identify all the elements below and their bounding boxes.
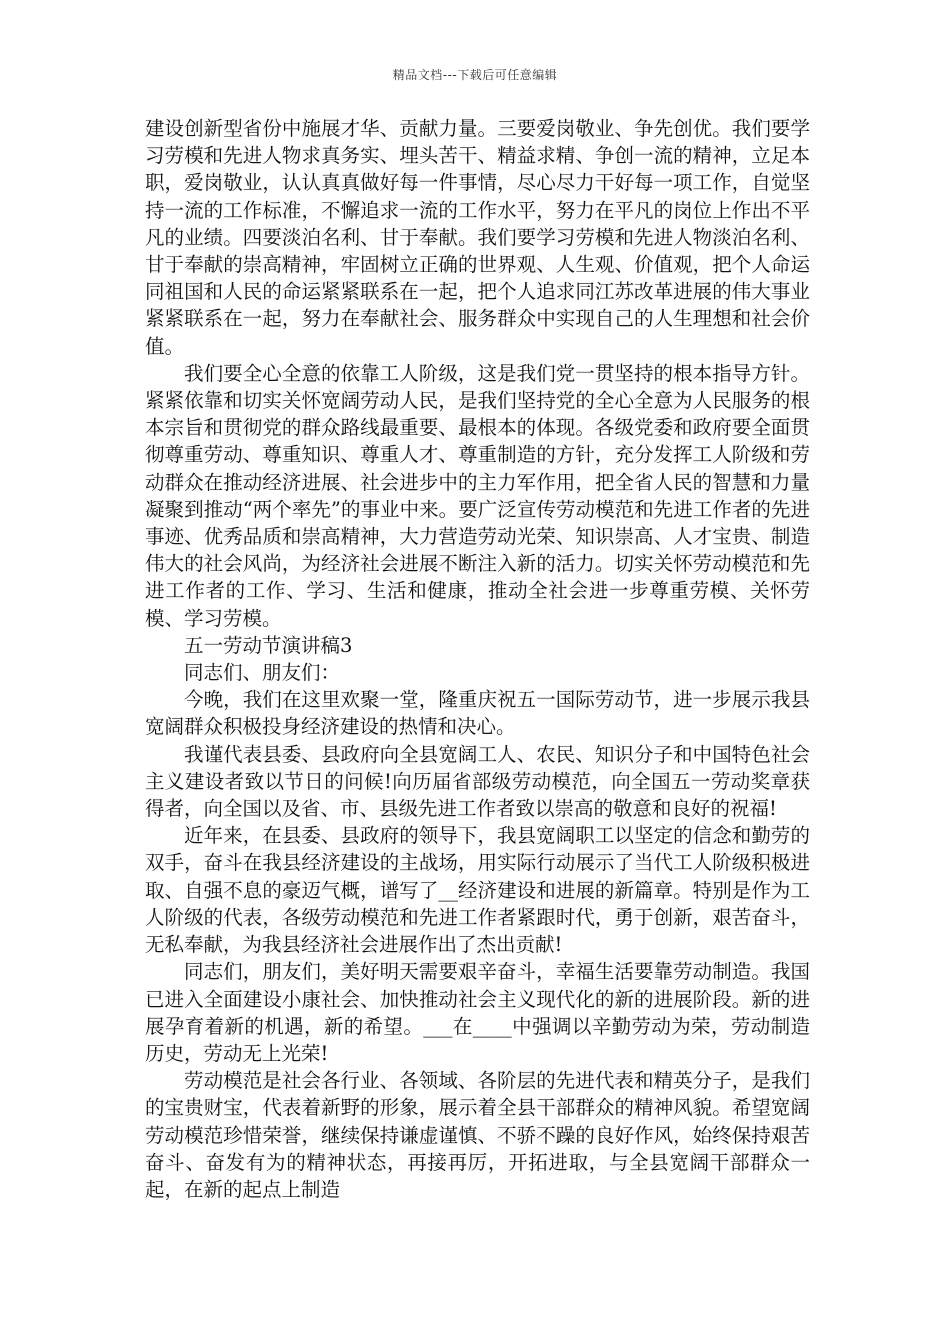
paragraph-3: 今晚，我们在这里欢聚一堂，隆重庆祝五一国际劳动节，进一步展示我县宽阔群众积极投身经济建设的热情和决心。	[145, 688, 810, 739]
paragraph-4: 我谨代表县委、县政府向全县宽阔工人、农民、知识分子和中国特色社会主义建设者致以节日的问候!向历届省部级劳动模范，向全国五一劳动奖章获得者，向全国以及省、市、县级先进工作者致以崇高的敬意和良好的祝福!	[145, 742, 810, 821]
paragraph-2: 我们要全心全意的依靠工人阶级，这是我们党一贯坚持的根本指导方针。紧紧依靠和切实关怀宽阔劳动人民，是我们坚持党的全心全意为人民服务的根本宗旨和贯彻党的群众路线最重要、最根本的体现。各级党委和政府要全面贯彻尊重劳动、尊重知识、尊重人才、尊重制造的方针，充分发挥工人阶级和劳动群众在推动经济进展、社会进步中的主力军作用，把全省人民的智慧和力量凝聚到推动“两个率先”的事业中来。要广泛宣传劳动模范和先进工作者的先进事迹、优秀品质和崇高精神，大力营造劳动光荣、知识崇高、人才宝贵、制造伟大的社会风尚，为经济社会进展不断注入新的活力。切实关怀劳动模范和先进工作者的工作、学习、生活和健康，推动全社会进一步尊重劳模、关怀劳模、学习劳模。	[145, 361, 810, 630]
page-header: 精品文档---下载后可任意编辑	[392, 68, 558, 82]
speech-title: 五一劳动节演讲稿3	[184, 633, 353, 657]
document-body	[145, 115, 810, 1203]
paragraph-5: 近年来，在县委、县政府的领导下，我县宽阔职工以坚定的信念和勤劳的双手，奋斗在我县经济建设的主战场，用实际行动展示了当代工人阶级积极进取、自强不息的豪迈气概，谱写了__经济建设和进展的新篇章。特别是作为工人阶级的代表，各级劳动模范和先进工作者紧跟时代，勇于创新，艰苦奋斗，无私奉献，为我县经济社会进展作出了杰出贡献!	[145, 824, 810, 957]
paragraph-1: 建设创新型省份中施展才华、贡献力量。三要爱岗敬业、争先创优。我们要学习劳模和先进人物求真务实、埋头苦干、精益求精、争创一流的精神，立足本职，爱岗敬业，认认真真做好每一件事情，尽心尽力干好每一项工作，自觉坚持一流的工作标准，不懈追求一流的工作水平，努力在平凡的岗位上作出不平凡的业绩。四要淡泊名利、甘于奉献。我们要学习劳模和先进人物淡泊名利、甘于奉献的崇高精神，牢固树立正确的世界观、人生观、价值观，把个人命运同祖国和人民的命运紧紧联系在一起，把个人追求同江苏改革进展的伟大事业紧紧联系在一起，努力在奉献社会、服务群众中实现自己的人生理想和社会价值。	[145, 117, 810, 358]
paragraph-7: 劳动模范是社会各行业、各领域、各阶层的先进代表和精英分子，是我们的宝贵财宝，代表着新野的形象，展示着全县干部群众的精神风貌。希望宽阔劳动模范珍惜荣誉，继续保持谦虚谨慎、不骄不躁的良好作风，始终保持艰苦奋斗、奋发有为的精神状态，再接再厉，开拓进取，与全县宽阔干部群众一起，在新的起点上制造	[145, 1069, 810, 1201]
paragraph-6: 同志们，朋友们，美好明天需要艰辛奋斗，幸福生活要靠劳动制造。我国已进入全面建设小康社会、加快推动社会主义现代化的新的进展阶段。新的进展孕育着新的机遇，新的希望。___在____中强调以辛勤劳动为荣，劳动制造历史，劳动无上光荣!	[145, 960, 810, 1065]
salutation: 同志们、朋友们：	[184, 661, 341, 685]
